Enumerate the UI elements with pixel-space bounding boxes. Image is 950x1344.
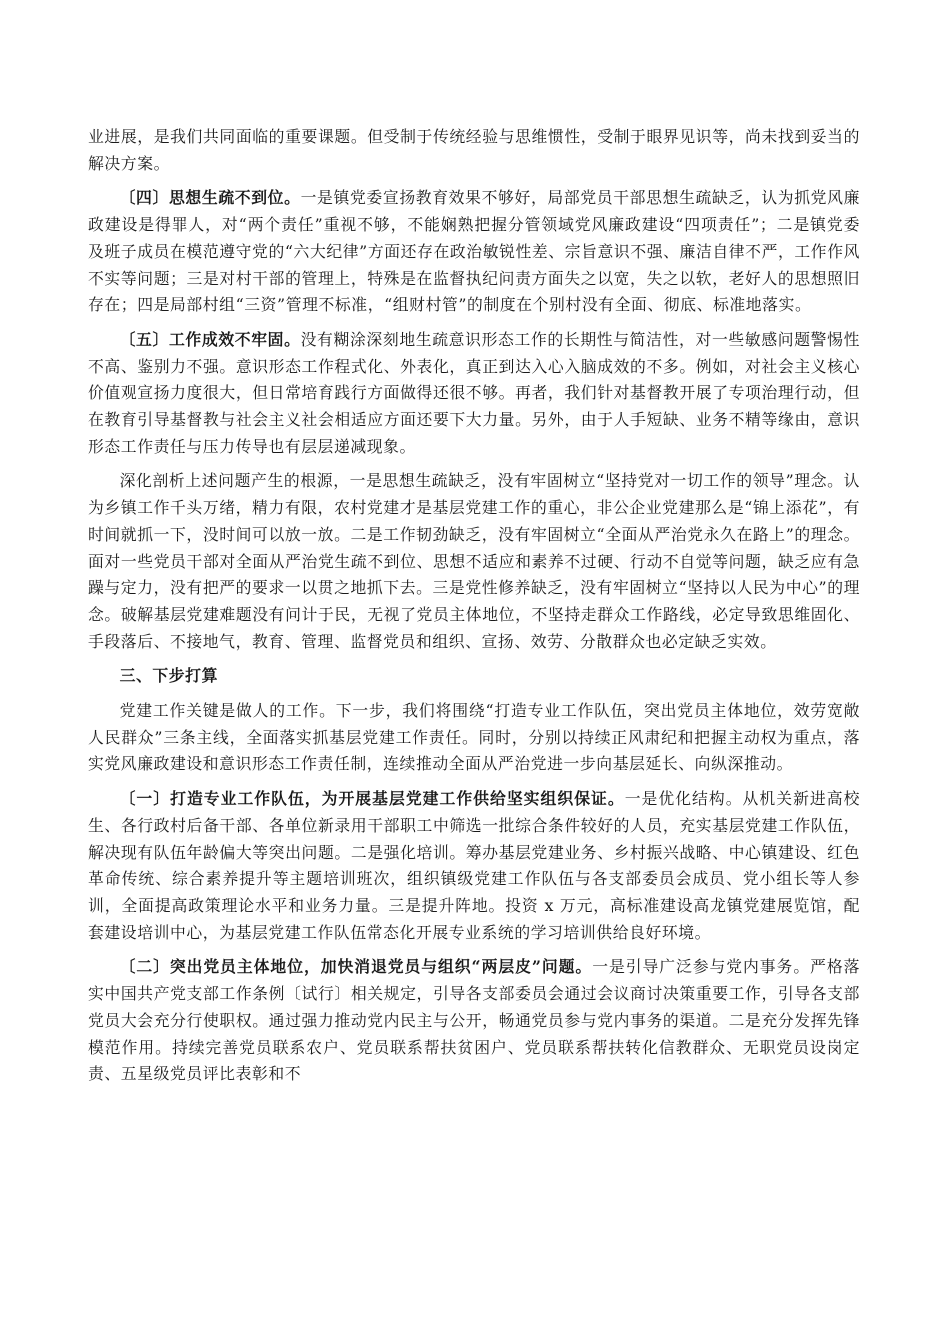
paragraph-heading: 〔四〕思想生疏不到位。: [119, 188, 301, 208]
paragraph-body: 一是引导广泛参与党内事务。严格落实中国共产党支部工作条例〔试行〕相关规定，引导各支部委员会通过会议商讨决策重要工作，引导各支部党员大会充分行使职权。通过强力推动党内民主与公开，畅通党员参与党内事务的渠道。二是充分发挥先锋模范作用。持续完善党员联系农户、党员联系帮扶贫困户、党员联系帮扶转化信教群众、无职党员设岗定责、五星级党员评比表彰和不: [88, 957, 860, 1084]
section-heading-next-steps: 三、下步打算: [119, 666, 218, 686]
paragraph-heading: 〔五〕工作成效不牢固。: [119, 329, 301, 349]
paragraph-heading: 〔一〕打造专业工作队伍，为开展基层党建工作供给坚实组织保证。: [119, 789, 625, 809]
paragraph-body: 没有糊涂深刻地生疏意识形态工作的长期性与简洁性，对一些敏感问题警惕性不高、鉴别力不强。意识形态工作程式化、外表化，真正到达入心入脑成效的不多。例如，对社会主义核心价值观宣扬力度很大，但日常培育践行方面做得还很不够。再者，我们针对基督教开展了专项治理行动，但在教育引导基督教与社会主义社会相适应方面还要下大力量。另外，由于人手短缺、业务不精等缘由，意识形态工作责任与压力传导也有层层递减现象。: [88, 329, 860, 456]
paragraph-continuation: 业进展，是我们共同面临的重要课题。但受制于传统经验与思维惯性，受制于眼界见识等，尚未找到妥当的解决方案。: [88, 127, 860, 173]
document-page: [88, 124, 860, 1096]
paragraph-heading: 〔二〕突出党员主体地位，加快消退党员与组织“两层皮”问题。: [119, 957, 593, 977]
paragraph-plan-2: [88, 954, 860, 1088]
paragraph-body: 一是镇党委宣扬教育效果不够好，局部党员干部思想生疏缺乏，认为抓党风廉政建设是得罪人，对“两个责任”重视不够，不能娴熟把握分管领域党风廉政建设“四项责任”；二是镇党委及班子成员在模范遵守党的“六大纪律”方面还存在政治敏锐性差、宗旨意识不强、廉洁自律不严，工作作风不实等问题；三是对村干部的管理上，特殊是在监督执纪问责方面失之以宽，失之以软，老好人的思想照旧存在；四是局部村组“三资”管理不标准，“组财村管”的制度在个别村没有全面、彻底、标准地落实。: [88, 188, 860, 315]
paragraph-root-cause: 深化剖析上述问题产生的根源，一是思想生疏缺乏，没有牢固树立“坚持党对一切工作的领导”理念。认为乡镇工作千头万绪，精力有限，农村党建才是基层党建工作的重心，非公企业党建那么是“锦上添花”，有时间就抓一下，没时间可以放一放。二是工作韧劲缺乏，没有牢固树立“全面从严治党永久在路上”的理念。面对一些党员干部对全面从严治党生疏不到位、思想不适应和素养不过硬、行动不自觉等问题，缺乏应有急躁与定力，没有把严的要求一以贯之地抓下去。三是党性修养缺乏，没有牢固树立“坚持以人民为中心”的理念。破解基层党建难题没有问计于民，无视了党员主体地位，不坚持走群众工作路线，必定导致思维固化、手段落后、不接地气，教育、管理、监督党员和组织、宣扬、效劳、分散群众也必定缺乏实效。: [88, 471, 860, 651]
paragraph-plan-1: [88, 786, 860, 946]
paragraph-intro-next: 党建工作关键是做人的工作。下一步，我们将围绕“打造专业工作队伍，突出党员主体地位，效劳宽敞人民群众”三条主线，全面落实抓基层党建工作责任。同时，分别以持续正风肃纪和把握主动权为重点，落实党风廉政建设和意识形态工作责任制，连续推动全面从严治党进一步向基层延长、向纵深推动。: [88, 701, 860, 774]
paragraph-item-4: [88, 185, 860, 319]
paragraph-body: 一是优化结构。从机关新进高校生、各行政村后备干部、各单位新录用干部职工中筛选一批综合条件较好的人员，充实基层党建工作队伍，解决现有队伍年龄偏大等突出问题。二是强化培训。筹办基层党建业务、乡村振兴战略、中心镇建设、红色革命传统、综合素养提升等主题培训班次，组织镇级党建工作队伍与各支部委员会成员、党小组长等人参训，全面提高政策理论水平和业务力量。三是提升阵地。投资 x 万元，高标准建设高龙镇党建展览馆，配套建设培训中心，为基层党建工作队伍常态化开展专业系统的学习培训供给良好环境。: [88, 789, 860, 942]
paragraph-item-5: [88, 327, 860, 461]
